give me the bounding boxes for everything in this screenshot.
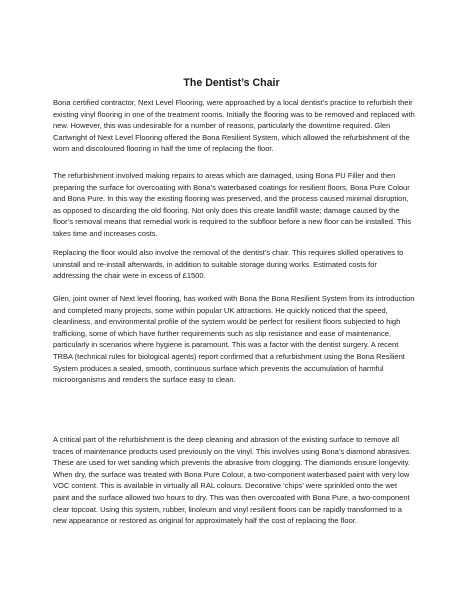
document-title: The Dentist’s Chair [183,77,280,89]
paragraph-glen: Glen, joint owner of Next level flooring, has worked with Bona the Bona Resilient System from its introduction and completed many projects, some within popular UK attractions. He quickly noticed that the speed, cleanliness, and environmental profile of the system would be perfect for resilient floors subjected to high trafficking, some of which have further requirements such as slip resistance and ease of maintenance, particularly in scenarios where hygiene is paramount. This was a factor with the dentist surgery. A recent TRBA (technical rules for biological agents) report confirmed that a refurbishment using the Bona Resilient System produces a sealed, smooth, continuous surface which prevents the accumulation of harmful microorganisms and renders the surface easy to clean. [53,294,415,385]
paragraph-refurbishment: The refurbishment involved making repairs to areas which are damaged, using Bona PU Filler and then preparing the surface for overcoating with Bona’s waterbased coatings for resilient floors, Bona Pure Colour and Bona Pure. In this way the existing flooring was preserved, and the process caused minimal disruption, as opposed to discarding the old flooring. Not only does this create landfill waste; damage caused by the floor’s removal means that remedial work is required to the subfloor before a new floor can be installed. This takes time and increases costs. [53,171,412,238]
paragraph-intro: Bona certified contractor, Next Level Flooring, were approached by a local dentist’s practice to refurbish their existing vinyl flooring in one of the treatment rooms. Initially the flooring was to be removed and replaced with new. However, this was undesirable for a number of reasons, particularly the downtime required. Glen Cartwright of Next Level Flooring offered the Bona Resilient System, which allowed the refurbishment of the worn and discoloured flooring in half the time of replacing the floor. [53,98,415,154]
paragraph-chair-removal: Replacing the floor would also involve the removal of the dentist’s chair. This requires skilled operatives to uninstall and re-install afterwards, in addition to suitable storage during works. Estimated costs for addressing the chair were in excess of £1500. [53,248,404,281]
paragraph-process: A critical part of the refurbishment is the deep cleaning and abrasion of the existing surface to remove all traces of maintenance products used previously on the vinyl. This involves using Bona’s diamond abrasives. These are used for wet sanding which prevents the abrasive from clogging. The diamonds ensure longevity. When dry, the surface was treated with Bona Pure Colour, a two-component waterbased paint with very low VOC content. This is available in virtually all RAL colours. Decorative ‘chips’ were sprinkled onto the wet paint and the surface allowed two hours to dry. This was then overcoated with Bona Pure, a two-component clear topcoat. Using this system, rubber, linoleum and vinyl resilient floors can be rapidly transformed to a new appearance or restored as original for approximately half the cost of replacing the floor. [53,435,412,526]
